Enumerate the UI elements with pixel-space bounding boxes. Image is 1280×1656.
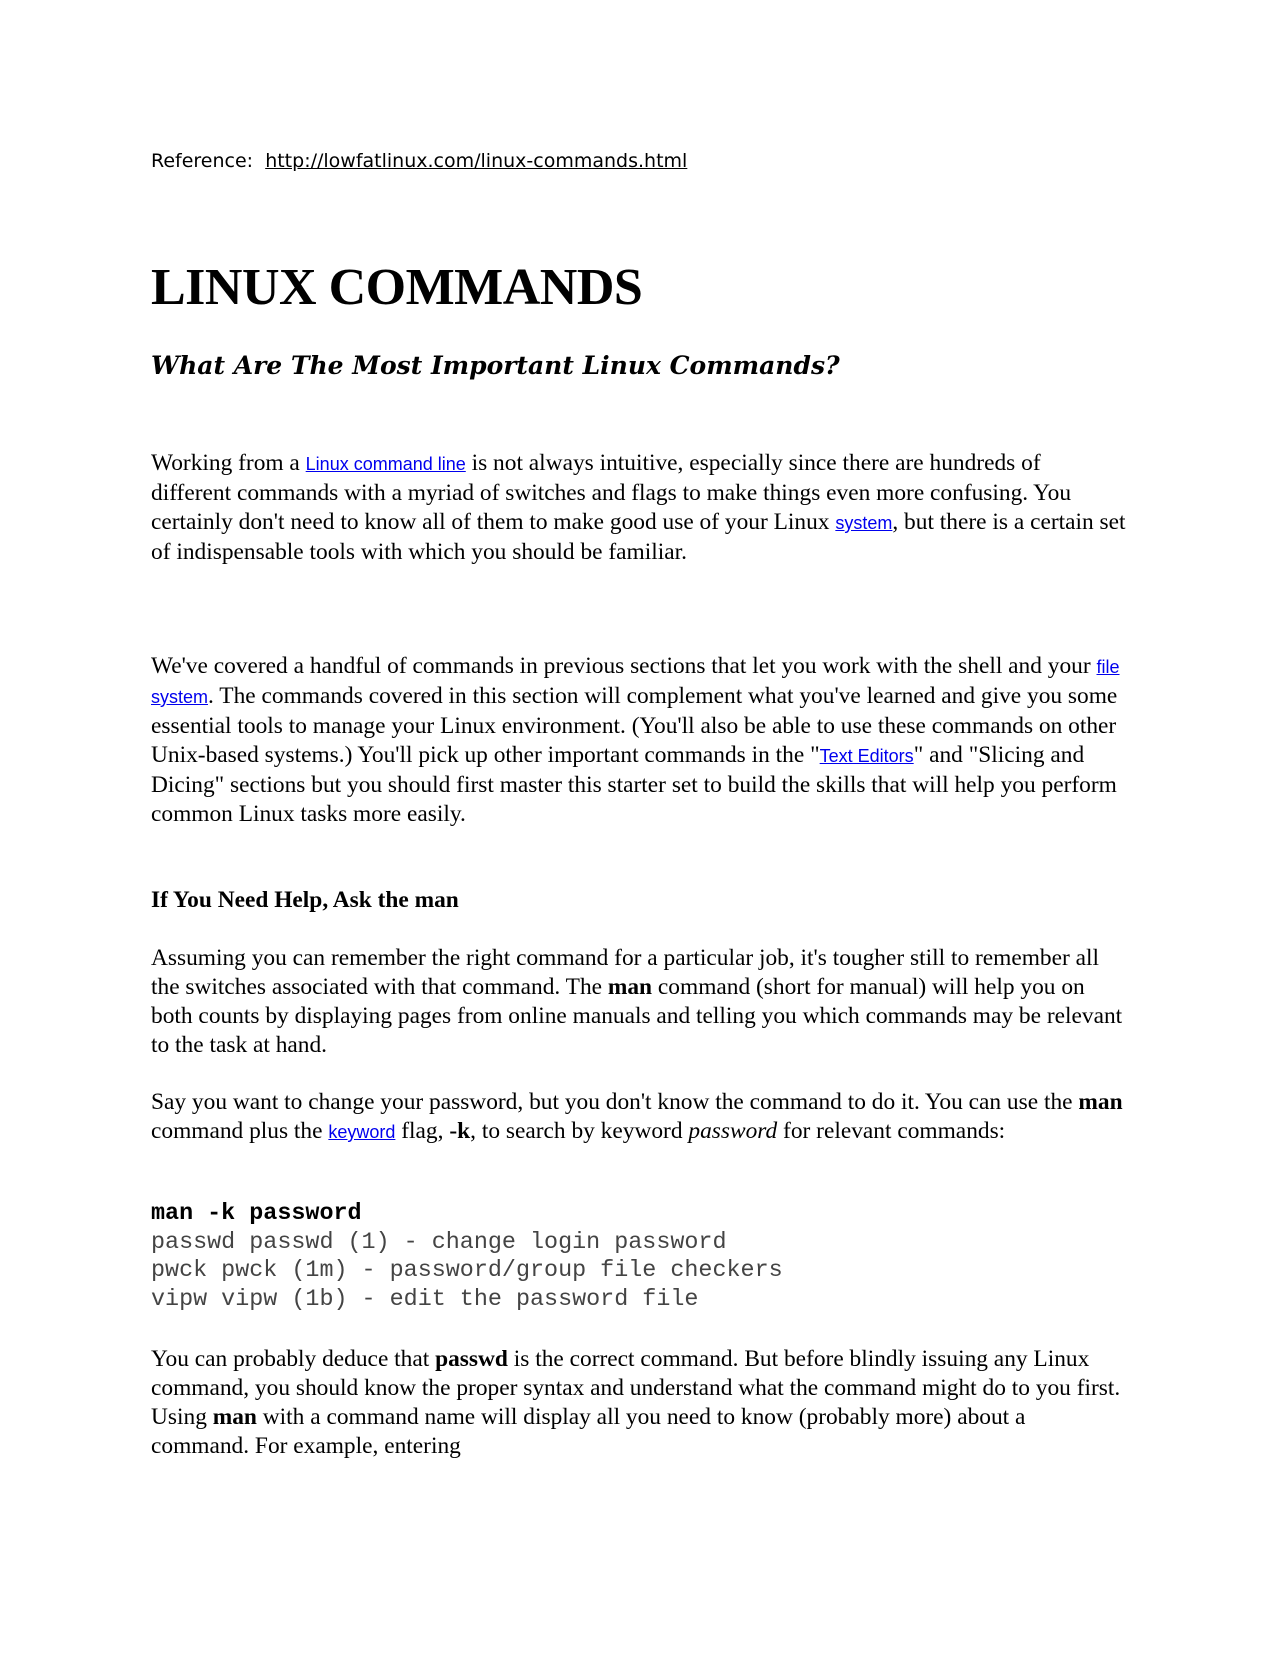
system-link[interactable]: system (835, 513, 893, 533)
code-output-line: pwck pwck (1m) - password/group file checkers (151, 1258, 783, 1284)
section-heading: If You Need Help, Ask the man (151, 887, 459, 913)
passwd-paragraph: You can probably deduce that passwd is the correct command. But before blindly issuing any Linux command, you should know the proper syntax and understand what the command might do to you first. Using man with a command name will display all you need to know (probably more) about a command. For example, entering (151, 1346, 1121, 1459)
keyword-link[interactable]: keyword (328, 1122, 396, 1142)
second-paragraph: We've covered a handful of commands in previous sections that let you work with the shell and your file system. The commands covered in this section will complement what you've learned and give you some essential tools to manage your Linux environment. (You'll also be able to use these commands on other Unix-based systems.) You'll pick up other important commands in the "Text Editors" and "Slicing and Dicing" sections but you should first master this starter set to build the skills that will help you perform common Linux tasks more easily. (151, 653, 1120, 827)
code-block (151, 1200, 783, 1314)
code-command: man -k password (151, 1201, 362, 1227)
text-editors-link[interactable]: Text Editors (819, 746, 914, 766)
reference-label: Reference: (151, 150, 254, 172)
code-output-line: vipw vipw (1b) - edit the password file (151, 1286, 699, 1313)
code-output-line: passwd passwd (1) - change login password (151, 1229, 727, 1256)
man-intro-paragraph: Assuming you can remember the right command for a particular job, it's tougher still to remember all the switches associated with that command. The man command (short for manual) will help you on both counts by displaying pages from online manuals and telling you which commands may be relevant to the task at hand. (151, 945, 1123, 1058)
file-system-link[interactable]: file system (151, 657, 1120, 707)
reference-line (151, 150, 687, 172)
reference-link[interactable]: http://lowfatlinux.com/linux-commands.html (265, 150, 688, 172)
page-subtitle: What Are The Most Important Linux Commands? (151, 351, 840, 380)
keyword-paragraph: Say you want to change your password, but you don't know the command to do it. You can use the man command plus the keyword flag, -k, to search by keyword password for relevant commands: (151, 1089, 1123, 1144)
intro-paragraph: Working from a Linux command line is not always intuitive, especially since there are hundreds of different commands with a myriad of switches and flags to make things even more confusing. You certainly don't need to know all of them to make good use of your Linux system, but there is a certain set of indispensable tools with which you should be familiar. (151, 450, 1126, 565)
page-title: LINUX COMMANDS (151, 259, 643, 316)
linux-command-line-link[interactable]: Linux command line (305, 454, 466, 474)
